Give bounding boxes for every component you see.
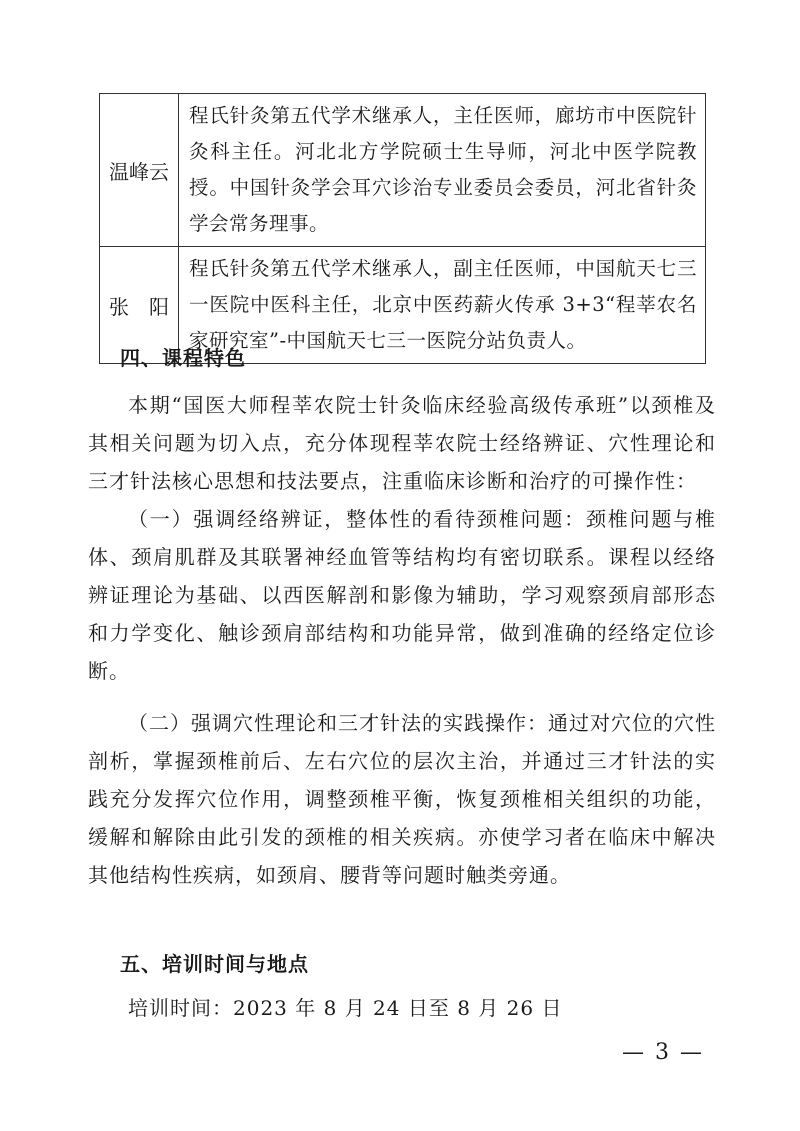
page-number: — 3 — [622, 1040, 704, 1065]
table-row [100, 94, 706, 247]
instructor-table [99, 93, 706, 364]
instructor-description: 程氏针灸第五代学术继承人，副主任医师，中国航天七三一医院中医科主任，北京中医药薪火传承 3+3“程莘农名家研究室”-中国航天七三一医院分站负责人。 [179, 247, 706, 364]
training-time-body [88, 989, 716, 1027]
instructor-description: 程氏针灸第五代学术继承人，主任医师，廊坊市中医院针灸科主任。河北北方学院硕士生导师，河北中医学院教授。中国针灸学会耳穴诊治专业委员会委员，河北省针灸学会常务理事。 [179, 94, 706, 247]
training-time-text: 培训时间：2023 年 8 月 24 日至 8 月 26 日 [128, 996, 563, 1020]
intro-paragraph: 本期“国医大师程莘农院士针灸临床经验高级传承班”以颈椎及其相关问题为切入点，充分体现程莘农院士经络辨证、穴性理论和三才针法核心思想和技法要点，注重临床诊断和治疗的可操作性： [88, 393, 716, 493]
course-features-body [88, 386, 716, 894]
instructor-name: 张 阳 [100, 247, 179, 364]
point-two-paragraph: （二）强调穴性理论和三才针法的实践操作：通过对穴位的穴性剖析，掌握颈椎前后、左右穴位的层次主治，并通过三才针法的实践充分发挥穴位作用，调整颈椎平衡，恢复颈椎相关组织的功能，缓解和解除由此引发的颈椎的相关疾病。亦使学习者在临床中解决其他结构性疾病，如颈肩、腰背等问题时触类旁通。 [88, 711, 716, 887]
section-heading-course-features: 四、课程特色 [120, 346, 246, 370]
instructor-name: 温峰云 [100, 94, 179, 247]
section-heading-time-location: 五、培训时间与地点 [120, 952, 309, 976]
point-one-paragraph: （一）强调经络辨证，整体性的看待颈椎问题：颈椎问题与椎体、颈肩肌群及其联署神经血管等结构均有密切联系。课程以经络辨证理论为基础、以西医解剖和影像为辅助，学习观察颈肩部形态和力学变化、触诊颈肩部结构和功能异常，做到准确的经络定位诊断。 [88, 507, 716, 683]
